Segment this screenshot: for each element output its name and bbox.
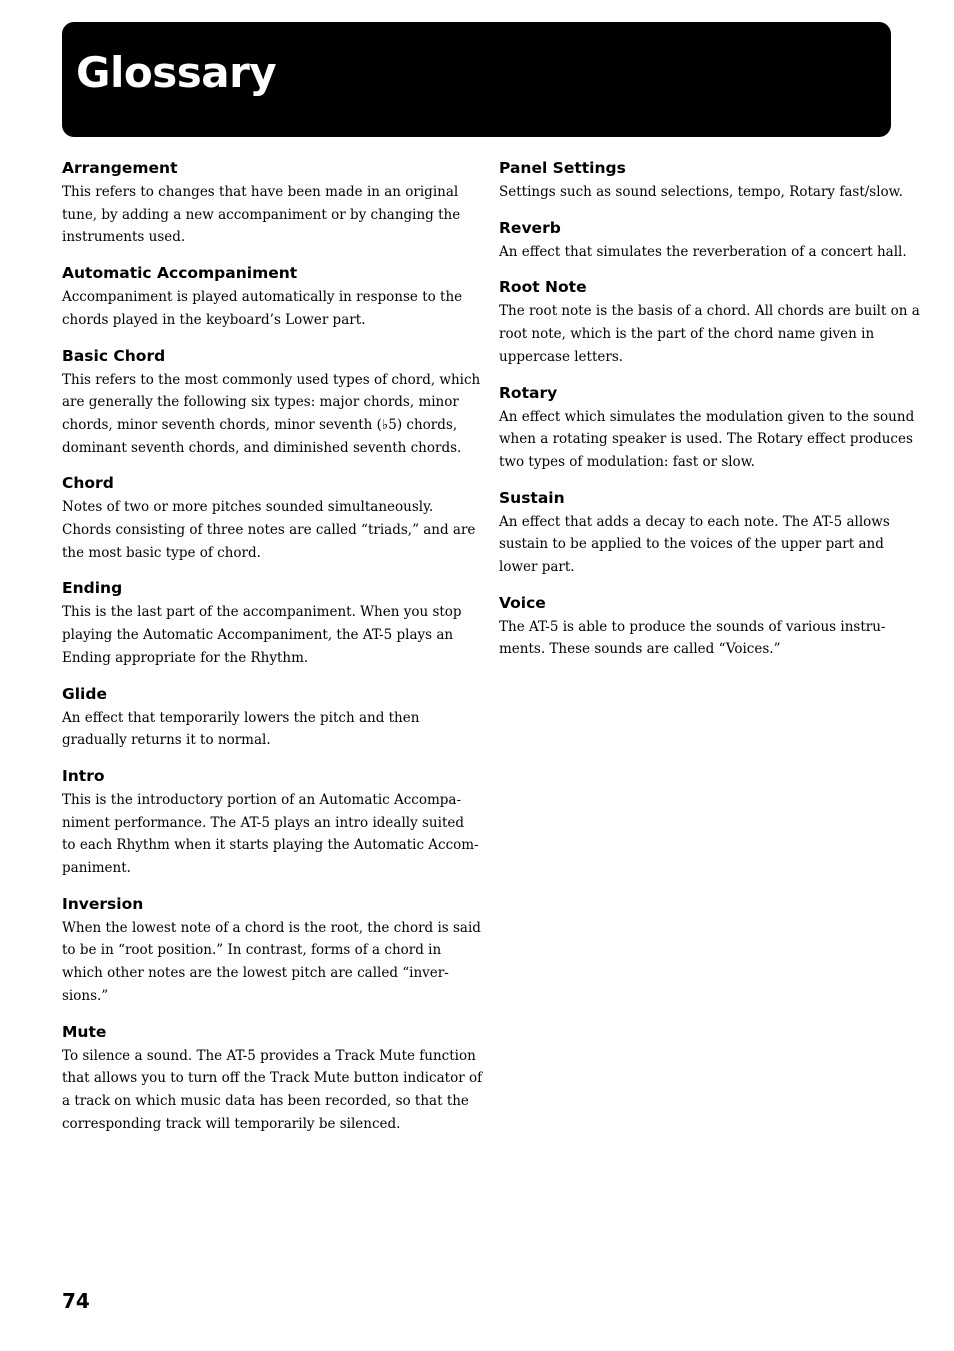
definition-line: Ending appropriate for the Rhythm. xyxy=(62,649,309,666)
glossary-entry xyxy=(62,683,456,752)
definition-line: sions.” xyxy=(62,987,109,1004)
glossary-term: Reverb xyxy=(499,218,561,237)
glossary-entry xyxy=(62,1021,483,1136)
glossary-definition xyxy=(499,406,915,474)
definition-line: This is the last part of the accompaniment. When you stop xyxy=(62,604,462,621)
definition-line: to each Rhythm when it starts playing the Automatic Accom- xyxy=(62,837,479,854)
definition-line: gradually returns it to normal. xyxy=(62,732,271,749)
definition-line: The root note is the basis of a chord. All chords are built on a xyxy=(499,303,920,320)
page-number: 74 xyxy=(62,1289,90,1313)
glossary-entry xyxy=(62,765,479,880)
title-banner xyxy=(62,22,891,137)
glossary-definition xyxy=(499,300,920,368)
definition-line: tune, by adding a new accompaniment or by changing the xyxy=(62,206,461,223)
glossary-term: Intro xyxy=(62,766,105,785)
glossary-entry xyxy=(62,577,462,669)
definition-line: that allows you to turn off the Track Mute button indicator of xyxy=(62,1070,483,1087)
definition-line: a track on which music data has been recorded, so that the xyxy=(62,1092,469,1109)
definition-line: To silence a sound. The AT-5 provides a Track Mute function xyxy=(62,1047,476,1064)
glossary-entry xyxy=(62,262,463,331)
glossary-column-right xyxy=(499,157,920,674)
glossary-definition xyxy=(62,789,479,880)
glossary-definition xyxy=(62,181,461,249)
glossary-entry xyxy=(62,157,461,249)
definition-line: This refers to the most commonly used types of chord, which xyxy=(62,371,481,388)
glossary-term: Chord xyxy=(62,474,114,493)
definition-line: to be in “root position.” In contrast, forms of a chord in xyxy=(62,942,442,959)
definition-line: playing the Automatic Accompaniment, the AT-5 plays an xyxy=(62,627,454,644)
definition-line: the most basic type of chord. xyxy=(62,544,261,561)
glossary-term: Panel Settings xyxy=(499,159,626,177)
glossary-entry xyxy=(62,345,481,460)
definition-line: Accompaniment is played automatically in response to the xyxy=(62,289,463,306)
glossary-definition xyxy=(499,241,907,264)
glossary-entry xyxy=(62,472,476,564)
glossary-column-left xyxy=(62,157,483,1148)
glossary-definition xyxy=(62,917,481,1008)
definition-line: two types of modulation: fast or slow. xyxy=(499,453,755,470)
glossary-entry xyxy=(499,382,915,474)
definition-line: root note, which is the part of the chord name given in xyxy=(499,326,875,343)
definition-line: which other notes are the lowest pitch are called “inver- xyxy=(62,965,449,982)
glossary-definition xyxy=(499,616,891,661)
glossary-definition xyxy=(62,369,481,460)
definition-line: lower part. xyxy=(499,559,575,576)
glossary-entry xyxy=(499,592,891,661)
definition-line: Chords consisting of three notes are called “triads,” and are xyxy=(62,522,476,539)
definition-line: instruments used. xyxy=(62,229,186,246)
glossary-entry xyxy=(499,157,903,204)
glossary-term: Mute xyxy=(62,1022,107,1041)
definition-line: When the lowest note of a chord is the root, the chord is said xyxy=(62,919,481,936)
definition-line: sustain to be applied to the voices of the upper part and xyxy=(499,536,884,553)
definition-line: An effect that temporarily lowers the pitch and then xyxy=(62,709,420,726)
glossary-entry xyxy=(62,893,481,1008)
definition-line: ments. These sounds are called “Voices.” xyxy=(499,641,781,658)
glossary-definition xyxy=(62,286,463,331)
definition-line: uppercase letters. xyxy=(499,348,624,365)
definition-line: chords played in the keyboard’s Lower part. xyxy=(62,311,366,328)
glossary-term: Root Note xyxy=(499,278,587,297)
glossary-term: Automatic Accompaniment xyxy=(62,264,298,283)
glossary-term: Ending xyxy=(62,579,123,598)
page-title: Glossary xyxy=(76,48,277,97)
glossary-term: Rotary xyxy=(499,383,558,402)
definition-line: An effect which simulates the modulation given to the sound xyxy=(499,408,915,425)
definition-line: This is the introductory portion of an Automatic Accompa- xyxy=(62,791,462,808)
definition-line: corresponding track will temporarily be silenced. xyxy=(62,1115,401,1132)
glossary-entry xyxy=(499,487,891,579)
glossary-definition xyxy=(62,601,462,669)
definition-line: niment performance. The AT-5 plays an intro ideally suited xyxy=(62,814,464,831)
glossary-definition xyxy=(62,707,456,752)
glossary-term: Glide xyxy=(62,684,107,703)
glossary-definition xyxy=(499,511,891,579)
glossary-definition xyxy=(499,181,903,204)
definition-line: An effect that simulates the reverberation of a concert hall. xyxy=(499,243,907,260)
glossary-definition xyxy=(62,496,476,564)
definition-line: This refers to changes that have been made in an original xyxy=(62,184,459,200)
glossary-term: Arrangement xyxy=(62,159,178,177)
glossary-entry xyxy=(499,217,907,264)
definition-line: The AT-5 is able to produce the sounds of various instru- xyxy=(499,618,886,635)
glossary-term: Sustain xyxy=(499,488,565,507)
glossary-definition xyxy=(62,1045,483,1136)
glossary-entry xyxy=(499,276,920,368)
definition-line: Notes of two or more pitches sounded simultaneously. xyxy=(62,499,434,516)
definition-line: chords, minor seventh chords, minor seventh (♭5) chords, xyxy=(62,416,458,433)
definition-line: paniment. xyxy=(62,860,131,877)
definition-line: An effect that adds a decay to each note. The AT-5 allows xyxy=(499,513,890,530)
glossary-term: Voice xyxy=(499,593,546,612)
definition-line: dominant seventh chords, and diminished seventh chords. xyxy=(62,439,462,456)
definition-line: when a rotating speaker is used. The Rotary effect produces xyxy=(499,431,913,448)
definition-line: are generally the following six types: major chords, minor xyxy=(62,394,459,411)
glossary-term: Inversion xyxy=(62,894,144,913)
definition-line: Settings such as sound selections, tempo, Rotary fast/slow. xyxy=(499,184,903,200)
glossary-term: Basic Chord xyxy=(62,346,166,365)
